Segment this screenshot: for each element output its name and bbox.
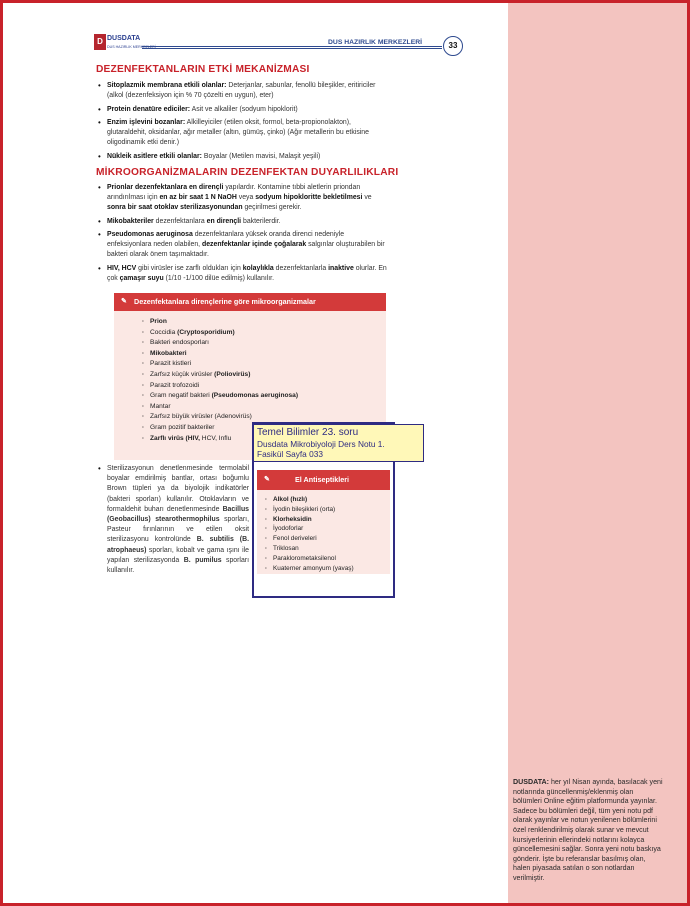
antiseptic-item: · Alkol (hızlı) — [273, 495, 390, 505]
resistance-item: · Parazit kistleri — [150, 359, 386, 370]
logo-word: DUSDATA — [107, 35, 141, 42]
logo-mark-icon: D — [94, 34, 106, 50]
resistance-item: · Prion — [150, 317, 386, 328]
sidebar-note — [513, 778, 663, 884]
note-line-2: Dusdata Mikrobiyoloji Ders Notu 1. — [257, 439, 385, 449]
antiseptic-item: · İyodoforlar — [273, 524, 390, 534]
resistance-item: · Mantar — [150, 402, 386, 413]
resistance-item: · Zarflı virüs (HIV, HCV, Influ — [150, 434, 386, 445]
header-title: DUS HAZIRLIK MERKEZLERİ — [325, 39, 425, 46]
sensitivity-item: • Pseudomonas aeruginosa dezenfektanlara yüksek oranda direnci nedeniyle enfeksiyonlara neden olabilen, dezenfektanlar içinde çoğalarak salgınlar oluşturabilen bir bakteri olarak önem taşımaktadır. — [107, 230, 387, 260]
page-number: 33 — [443, 36, 463, 56]
resistance-item: · Zarfsız küçük virüsler (Poliovirüs) — [150, 370, 386, 381]
sidebar-brand: DUSDATA: — [513, 778, 549, 786]
sidebar-panel — [508, 3, 687, 903]
antiseptic-item: · Paraklorometaksilenol — [273, 554, 390, 564]
mechanism-item: • Enzim işlevini bozanlar: Alkilleyiciler (etilen oksit, formol, beta-propionolakton), glutaraldehit, oksidanlar, ağır metaller (altın, gümüş, çinko) (Ağır metallerin bu etkisine oligodinamik etki denir.) — [107, 118, 389, 148]
reference-note — [253, 424, 424, 462]
dusdata-logo — [94, 34, 156, 54]
mechanism-item: • Protein denatüre ediciler: Asit ve alkaliler (sodyum hipoklorit) — [107, 105, 389, 115]
section-title-mechanism: DEZENFEKTANLARIN ETKİ MEKANİZMASI — [96, 64, 310, 75]
pencil-icon: ✎ — [264, 476, 270, 483]
resistance-item: · Gram negatif bakteri (Pseudomonas aeruginosa) — [150, 391, 386, 402]
antiseptic-item: · Fenol derivelerі — [273, 534, 390, 544]
mechanism-list — [107, 81, 389, 165]
resistance-item: · Coccidia (Cryptosporidium) — [150, 328, 386, 339]
mechanism-item: • Sitoplazmik membrana etkili olanlar: Deterjanlar, sabunlar, fenollü bileşikler, eritiriciler (alkol (dezenfeksiyon için % 70 çözelti en uygun), eter) — [107, 81, 389, 101]
resistance-item: · Bakteri endosporları — [150, 338, 386, 349]
antiseptic-item: · Triklosan — [273, 544, 390, 554]
sensitivity-item: • Mikobakteriler dezenfektanlara en dirençli bakterilerdir. — [107, 217, 387, 227]
antiseptic-item: · Kuaterner amonyum (yavaş) — [273, 564, 390, 574]
sidebar-text: her yıl Nisan ayında, basılacak yeni notlarında güncellenmiş/eklenmiş olan bölümleri Online eğitim platformunda yayınlar. Sadece bu bölümleri değil, tüm yeni notu pdf olarak yayınlar ve notun yenilenen bölümlerini özel renklendirilmiş olarak sunar ve mevcut kursiyerlerinin ellerindeki notlarını kolayca güncellemesini sağlar. Sonra yeni notu baskıya gönderir. İşte bu referanslar basılmış olan, halen piyasada satılan o son notlardan verilmiştir. — [513, 778, 663, 882]
sensitivity-list — [107, 183, 387, 287]
bullet-icon: • — [98, 464, 101, 473]
sensitivity-item: • HIV, HCV gibi virüsler ise zarflı oldukları için kolaylıkla dezenfektanlarla inaktive olurlar. En çok çamaşır suyu (1/10 -1/100 dilüe edilmiş) kullanılır. — [107, 264, 387, 284]
resistance-item: · Gram pozitif bakteriler — [150, 423, 386, 434]
sensitivity-item: • Prionlar dezenfektanlara en dirençli yapılardır. Kontamine tıbbi aletlerin priondan arındırılması için en az bir saat 1 N NaOH veya sodyum hipokloritte bekletilmesi ve sonra bir saat otoklav sterilizasyonundan geçirilmesi gerekir. — [107, 183, 387, 213]
resistance-item: · Zarfsız büyük virüsler (Adenovirüs) — [150, 412, 386, 423]
antiseptic-box-title: El Antiseptikleri — [295, 475, 350, 484]
antiseptic-item: · Klorheksidin — [273, 515, 390, 525]
antiseptic-item: · İyodin bileşikleri (orta) — [273, 505, 390, 515]
resistance-item: · Mikobakteri — [150, 349, 386, 360]
note-line-3: Fasikül Sayfa 033 — [257, 449, 323, 459]
section-title-sensitivity: MİKROORGANİZMALARIN DEZENFEKTAN DUYARLILIKLARI — [96, 167, 399, 178]
mechanism-item: • Nükleik asitlere etkili olanlar: Boyalar (Metilen mavisi, Malaşit yeşili) — [107, 152, 389, 162]
resistance-box-title: Dezenfektanlara dirençlerine göre mikroorganizmalar — [134, 297, 316, 306]
pencil-icon: ✎ — [121, 298, 127, 305]
logo-subtitle: DUS HAZIRLIK MERKEZLERİ — [107, 45, 156, 49]
sterilization-text: Sterilizasyonun denetlenmesinde termolabil boyalar emdirilmiş bantlar, ortası boğumlu Brown tüpleri ya da biyolojik indikatörler (bakteri sporları) kullanılır. Otoklavların ve formaldehit buharı denetlenmesinde Bacillus (Geobacillus) stearothermophilus sporları, Pasteur fırınlarının ve etilen oksit sterilizasyonu kontrolünde B. subtilis (B. atrophaeus) sporları, kobalt ve gama ışını ile yapılan sterilizasyonda B. pumilus sporları kullanılır. — [107, 465, 250, 575]
sterilization-paragraph — [98, 464, 250, 576]
resistance-item: · Parazit trofozoidi — [150, 381, 386, 392]
note-line-1: Temel Bilimler 23. soru — [257, 427, 359, 438]
resistance-box-header — [114, 293, 386, 311]
